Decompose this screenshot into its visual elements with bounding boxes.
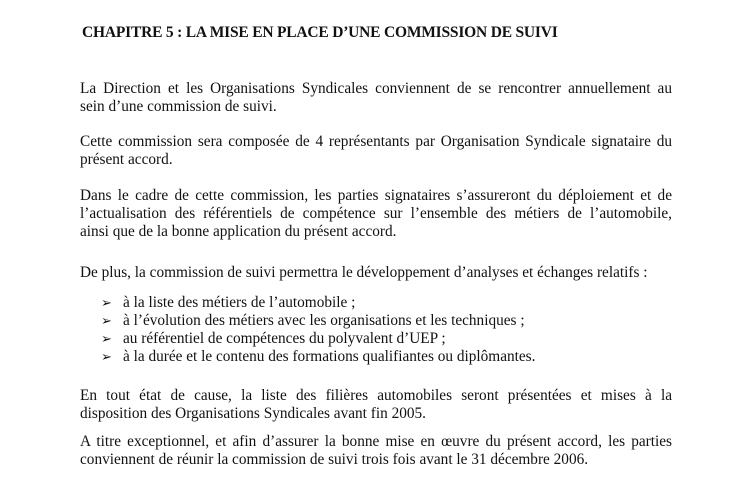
list-item [101,330,535,348]
paragraph-line: sein d’une commission de suivi. [80,98,277,115]
paragraph-filieres-list [80,387,672,423]
list-item-text: au référentiel de compétences du polyvalent d’UEP ; [123,330,446,347]
paragraph-line: De plus, la commission de suivi permettra le développement d’analyses et échanges relatifs : [80,264,648,281]
arrow-bullet-icon: ➢ [101,332,112,347]
paragraph-line: La Direction et les Organisations Syndicales conviennent de se rencontrer annuellement au [80,80,672,97]
paragraph-analyses-intro [80,264,672,282]
list-item [101,348,535,366]
list-item [101,294,535,312]
paragraph-line: conviennent de réunir la commission de suivi trois fois avant le 31 décembre 2006. [80,451,589,468]
paragraph-commission-meeting [80,80,672,116]
paragraph-line: En tout état de cause, la liste des filières automobiles seront présentées et mises à la [80,387,672,404]
list-item-text: à la liste des métiers de l’automobile ; [123,294,356,311]
paragraph-line: présent accord. [80,151,173,168]
paragraph-line: l’actualisation des référentiels de compétence sur l’ensemble des métiers de l’automobile, [80,205,672,222]
paragraph-line: Dans le cadre de cette commission, les parties signataires s’assureront du déploiement et de [80,187,672,204]
chapter-heading: CHAPITRE 5 : LA MISE EN PLACE D’UNE COMMISSION DE SUIVI [82,24,558,41]
paragraph-commission-role [80,187,672,241]
paragraph-line: A titre exceptionnel, et afin d’assurer la bonne mise en œuvre du présent accord, les parties [80,433,672,450]
arrow-bullet-icon: ➢ [101,314,112,329]
paragraph-exceptional-meetings [80,433,672,469]
paragraph-line: Cette commission sera composée de 4 représentants par Organisation Syndicale signataire du [80,133,672,150]
paragraph-line: ainsi que de la bonne application du présent accord. [80,223,397,240]
arrow-bullet-icon: ➢ [101,296,112,311]
paragraph-commission-composition [80,133,672,169]
paragraph-line: disposition des Organisations Syndicales avant fin 2005. [80,405,426,422]
list-item-text: à la durée et le contenu des formations qualifiantes ou diplômantes. [123,348,536,365]
list-item [101,312,535,330]
bullet-list [101,294,535,366]
arrow-bullet-icon: ➢ [101,350,112,365]
list-item-text: à l’évolution des métiers avec les organisations et les techniques ; [123,312,525,329]
